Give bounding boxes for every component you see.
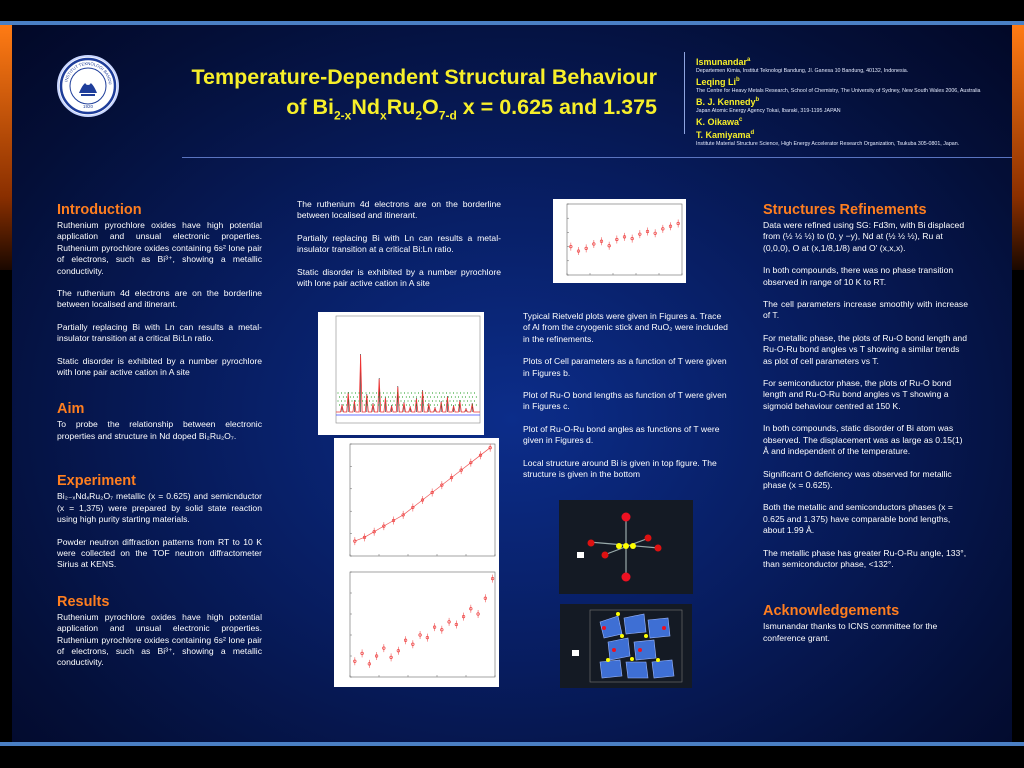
introduction-paragraph: The ruthenium 4d electrons are on the borderline between localised and itinerant. — [57, 288, 262, 310]
middle-paragraph: Partially replacing Bi with Ln can results a metal-insulator transition at a critical Bi:Ln ratio. — [297, 232, 501, 255]
right-accent-bar — [1012, 25, 1024, 270]
cell-parameter-svg — [334, 438, 499, 566]
author-entry: Leqing Li$^b$ The Centre for Heavy Metals Research, School of Chemistry, The University of Sydney, New South Wales 2006, Australia — [696, 77, 981, 94]
structures-paragraph: Data were refined using SG: Fd3m, with Bi displaced from (½ ½ ½) to (0, y −y), Nd at (½ ½ ½), Ru at (0,0,0), O at (x,1/8,1/8) and O' (x,x,x). — [763, 220, 965, 253]
experiment-paragraph: Bi₂₋ₓNdₓRu₂O₇ metallic (x = 0.625) and semicnductor (x = 1,375) were prepared by solid state reaction using high purity starting materials. — [57, 491, 262, 525]
section-aim — [57, 400, 262, 442]
data-point — [383, 644, 386, 652]
left-accent-bar — [0, 25, 12, 270]
data-point — [462, 613, 465, 621]
data-point — [354, 657, 357, 665]
third-paragraph: Typical Rietveld plots were given in Figures a. Trace of Al from the cryogenic stick and RuO₂ were included in the refinements. — [523, 311, 728, 344]
structures-paragraph: Significant O deficiency was observed for metallic phase (x = 0.625). — [763, 468, 952, 490]
data-point — [470, 459, 473, 467]
data-point — [577, 247, 580, 255]
data-point — [373, 528, 376, 536]
structures-paragraph: In both compounds, static disorder of Bi atom was observed. The displacement was as large as 0.15(1) Å and independent of the temperature. — [763, 423, 963, 457]
introduction-heading: Introduction — [57, 202, 142, 218]
bond-length-svg — [334, 566, 499, 687]
data-point — [677, 220, 680, 228]
data-point — [383, 522, 386, 530]
data-point — [646, 228, 649, 236]
structures-paragraph: The metallic phase has greater Ru-O-Ru angle, 133°, than semiconductor phase, <132°. — [763, 547, 967, 569]
third-paragraph: Plots of Cell parameters as a function of T were given in Figures b. — [523, 356, 727, 378]
data-point — [491, 575, 494, 583]
third-paragraph: Local structure around Bi is given in top figure. The structure is given in the bottom — [523, 457, 717, 480]
structures-paragraph: Both the metallic and semiconductors phases (x = 0.625 and 1.375) have comparable bond lengths, about 1.99 Å. — [763, 502, 953, 536]
results-paragraph: Ruthenium pyrochlore oxides have high potential application and unsual electronic properties. Ruthenium pyrochlore oxides containing 6s² lone pair of electrons, such as Bi³⁺, showing a metallic conductivity. — [57, 611, 262, 668]
data-point — [426, 634, 429, 642]
data-point — [392, 517, 395, 525]
column-middle — [297, 199, 501, 300]
plot-frame — [350, 572, 495, 677]
polyhedra-structure-icon — [560, 604, 692, 688]
middle-paragraph: Static disorder is exhibited by a number pyrochlore with lone pair active cation in A site — [297, 266, 501, 289]
pyrochlore-structure-image — [560, 604, 692, 688]
data-point — [390, 653, 393, 661]
acknowledgements-heading: Acknowledgements — [763, 603, 900, 620]
data-point — [412, 640, 415, 648]
structures-paragraph: The cell parameters increase smoothly with increase of T. — [763, 299, 968, 321]
introduction-paragraph: Static disorder is exhibited by a number pyrochlore with lone pair active cation in A site — [57, 355, 262, 378]
column-left — [57, 201, 262, 680]
experiment-heading: Experiment — [57, 473, 136, 490]
results-heading: Results — [57, 593, 110, 610]
data-point — [570, 243, 573, 251]
bi-coordination-icon — [559, 500, 693, 594]
data-point — [361, 649, 364, 657]
section-experiment — [57, 472, 262, 570]
bond-angle-svg — [553, 199, 686, 283]
data-point — [397, 647, 400, 655]
bottom-border-stripe — [0, 742, 1024, 746]
section-introduction — [57, 201, 262, 378]
column-third — [523, 311, 728, 491]
data-point — [412, 503, 415, 511]
title-line-1: Temperature-Dependent Structural Behaviour — [191, 65, 657, 89]
local-structure-image — [559, 500, 693, 594]
author-entry: T. Kamiyama$^d$ Institute Material Structure Science, High Energy Accelerator Research Organization, Tsukuba 305-0801, Japan. — [696, 130, 960, 147]
data-point — [585, 244, 588, 252]
bond-length-chart — [334, 566, 499, 687]
experiment-paragraph: Powder neutron diffraction patterns from RT to 10 K were collected on the TOF neutron diffractometer Sirius at KENS. — [57, 536, 262, 570]
aim-heading: Aim — [57, 401, 85, 418]
section-structures — [763, 201, 968, 570]
rietveld-plot — [318, 312, 484, 435]
data-point — [460, 466, 463, 474]
data-point — [477, 610, 480, 618]
data-point — [669, 222, 672, 230]
svg-text:1920: 1920 — [82, 104, 94, 109]
header-vertical-divider — [684, 52, 685, 134]
author-entry: B. J. Kennedy$^b$ Japan Atomic Energy Agency Tokai, Ibaraki, 319-1195 JAPAN — [696, 97, 841, 114]
data-point — [421, 496, 424, 504]
introduction-paragraph: Partially replacing Bi with Ln can results a metal-insulator transition at a critical Bi:Ln ratio. — [57, 321, 262, 344]
author-block — [696, 55, 1006, 148]
rietveld-plot-svg — [318, 312, 484, 435]
acknowledgements-paragraph: Ismunandar thanks to ICNS committee for the conference grant. — [763, 621, 938, 643]
data-point — [450, 474, 453, 482]
title-line-2: of $Bi_{2-x}Nd_xRu_2O_{7-d}$ x = 0.625 and 1.375 — [286, 95, 657, 123]
data-point — [616, 236, 619, 244]
data-point — [404, 636, 407, 644]
header-horizontal-divider — [182, 157, 1012, 158]
structures-paragraph: In both compounds, there was no phase transition observed in range of 10 K to RT. — [763, 265, 954, 287]
itb-logo — [57, 55, 119, 117]
structures-paragraph: For metallic phase, the plots of Ru-O bond length and Ru-O-Ru bond angles vs T showing a similar trends as plot of cell parameters vs T. — [763, 332, 967, 366]
aim-paragraph: To probe the relationship between electronic properties and structure in Nd doped Bi₂Ru₂O₇. — [57, 419, 262, 441]
data-point — [448, 618, 451, 626]
author-entry: K. Oikawa$^c$ — [696, 117, 743, 127]
section-acknowledgements — [763, 602, 968, 644]
svg-text:INSTITUT TEKNOLOGI BANDUNG: INSTITUT TEKNOLOGI BANDU — [63, 60, 113, 85]
data-point — [441, 626, 444, 634]
data-point — [639, 230, 642, 238]
poster — [12, 25, 1012, 742]
third-paragraph: Plot of Ru-O bond lengths as function of T were given in Figures c. — [523, 390, 727, 412]
data-point — [662, 225, 665, 233]
itb-seal-icon — [59, 57, 117, 115]
data-point — [484, 594, 487, 602]
data-point — [479, 451, 482, 459]
cell-parameter-chart — [334, 438, 499, 566]
introduction-paragraph: Ruthenium pyrochlore oxides have high potential application and unsual electronic properties. Ruthenium pyrochlore oxides containing 6s² lone pair of electrons, such as Bi³⁺, showing a metallic conductivity. — [57, 220, 262, 276]
data-point — [375, 652, 378, 660]
third-paragraph: Plot of Ru-O-Ru bond angles as functions of T were given in Figures d. — [523, 423, 720, 446]
data-point — [470, 605, 473, 613]
structures-paragraph: For semiconductor phase, the plots of Ru-O bond length and Ru-O-Ru bond angles vs T showing a sigmoid behaviour centred at 150 K. — [763, 378, 952, 411]
data-point — [600, 237, 603, 245]
data-point — [368, 660, 371, 668]
data-point — [419, 631, 422, 639]
section-results — [57, 593, 262, 669]
data-point — [631, 235, 634, 243]
data-point — [455, 621, 458, 629]
structures-heading: Structures Refinements — [763, 202, 927, 218]
data-point — [402, 511, 405, 519]
data-point — [654, 229, 657, 237]
data-point — [441, 481, 444, 489]
data-point — [623, 233, 626, 241]
data-point — [593, 240, 596, 248]
data-point — [489, 444, 492, 452]
column-right — [763, 201, 968, 655]
author-entry: Ismunandar$^a$ Departemen Kimia, Institut Teknologi Bandung, Jl. Ganesa 10 Bandung, 40132, Indonesia. — [696, 57, 909, 74]
data-point — [431, 489, 434, 497]
poster-title — [162, 62, 657, 130]
data-point — [608, 242, 611, 250]
middle-paragraph: The ruthenium 4d electrons are on the borderline between localised and itinerant. — [297, 199, 501, 221]
bond-angle-chart — [553, 199, 686, 283]
data-point — [433, 623, 436, 631]
